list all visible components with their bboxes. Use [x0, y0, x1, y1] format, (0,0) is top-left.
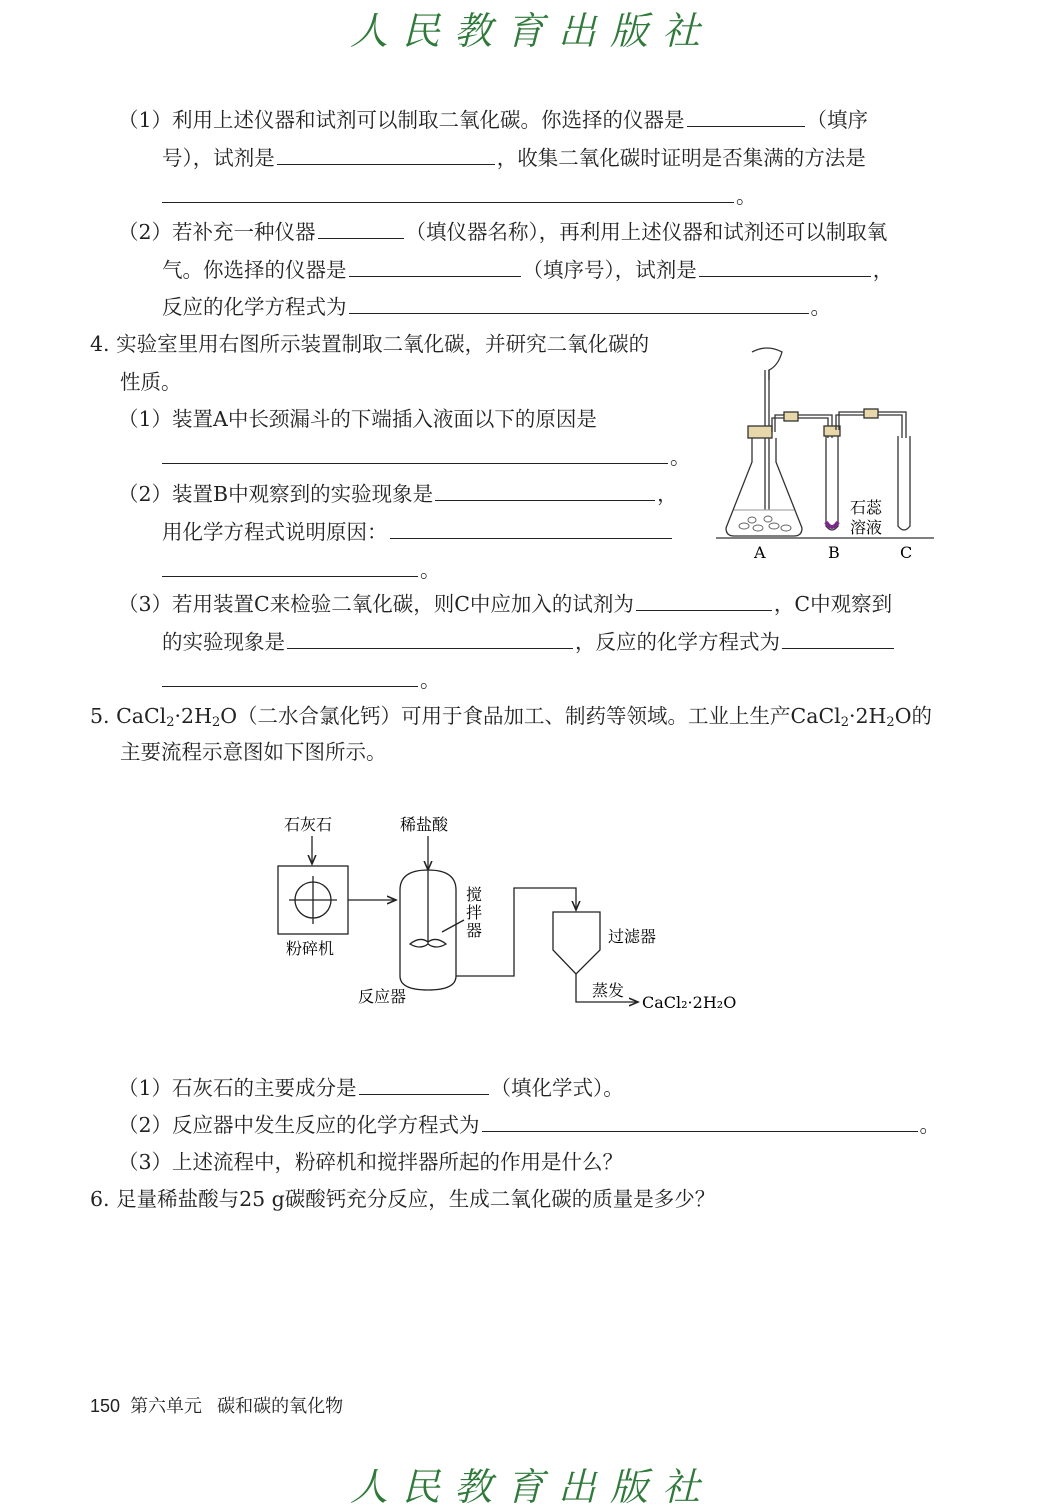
q5-stem-line1: 5. $CaCl_2\cdot 2H_2O$（二水合氯化钙）可用于食品加工、制药等领域。工业上生产$CaCl_2\cdot 2H_2O$的 — [90, 704, 933, 730]
label-limestone: 石灰石 — [284, 815, 333, 834]
publisher-watermark-top: 人民教育出版社 — [349, 9, 714, 53]
q3-1-line1: （1）利用上述仪器和试剂可以制取二氧化碳。你选择的仪器是 （填序 — [118, 108, 869, 132]
label-hydrochloric-acid: 稀盐酸 — [400, 815, 449, 834]
label-stirrer-2: 拌 — [466, 903, 483, 922]
label-A: A — [754, 543, 766, 562]
q5-2: （2）反应器中发生反应的化学方程式为 。 — [118, 1113, 941, 1137]
q4-1: （1）装置A中长颈漏斗的下端插入液面以下的原因是 — [118, 407, 597, 431]
q6: 6. 足量稀盐酸与25 g碳酸钙充分反应，生成二氧化碳的质量是多少？ — [90, 1187, 716, 1211]
q4-3-line2: 的实验现象是 ，反应的化学方程式为 — [162, 628, 896, 656]
q5-stem-line2: 主要流程示意图如下图所示。 — [120, 740, 387, 764]
litmus-label-1: 石蕊 — [850, 498, 883, 517]
litmus-label-2: 溶液 — [850, 518, 883, 537]
q4-stem-line1: 4. 实验室里用右图所示装置制取二氧化碳，并研究二氧化碳的 — [90, 332, 650, 356]
answer-blank[interactable] — [636, 590, 772, 611]
q4-2-line1: （2）装置B中观察到的实验现象是 ， — [118, 482, 678, 506]
unit-label: 第六单元 — [130, 1396, 203, 1416]
unit-title: 碳和碳的氧化物 — [217, 1396, 344, 1416]
q5-3: （3）上述流程中，粉碎机和搅拌器所起的作用是什么？ — [118, 1150, 624, 1174]
q4-1-answer: 。 — [162, 443, 691, 471]
label-evaporate: 蒸发 — [592, 981, 625, 1000]
q3-2-line3: 反应的化学方程式为 。 — [162, 295, 831, 319]
answer-blank[interactable] — [162, 666, 418, 687]
page-footer — [90, 1392, 343, 1418]
test-tube-B — [826, 436, 838, 530]
label-product: CaCl₂·2H₂O — [642, 993, 737, 1012]
answer-blank[interactable] — [162, 182, 734, 203]
label-C: C — [900, 543, 913, 562]
q3-1-line3: 。 — [162, 182, 757, 210]
process-flow-diagram — [270, 808, 770, 1018]
answer-blank[interactable] — [699, 256, 871, 277]
answer-blank[interactable] — [287, 628, 573, 649]
test-tube-C — [898, 436, 910, 530]
answer-blank[interactable] — [349, 293, 809, 314]
page-number: 150 — [90, 1396, 121, 1416]
q4-2-line3: 。 — [162, 556, 441, 584]
answer-blank[interactable] — [435, 480, 655, 501]
label-crusher: 粉碎机 — [286, 939, 335, 958]
answer-blank[interactable] — [390, 518, 672, 539]
co2-apparatus-figure — [712, 340, 938, 570]
q4-3-line3: 。 — [162, 666, 441, 694]
answer-blank[interactable] — [482, 1111, 918, 1132]
label-stirrer-1: 搅 — [466, 885, 483, 904]
answer-blank[interactable] — [162, 556, 418, 577]
answer-blank[interactable] — [162, 443, 668, 464]
answer-blank[interactable] — [277, 144, 495, 165]
q5-1: （1）石灰石的主要成分是 （填化学式）。 — [118, 1076, 624, 1100]
label-reactor: 反应器 — [358, 987, 407, 1006]
label-B: B — [828, 543, 840, 562]
answer-blank[interactable] — [687, 106, 805, 127]
label-stirrer-3: 器 — [466, 921, 483, 940]
q3-1-line2: 号），试剂是 ，收集二氧化碳时证明是否集满的方法是 — [162, 146, 866, 170]
answer-blank[interactable] — [782, 628, 894, 649]
publisher-watermark-bottom: 人民教育出版社 — [349, 1465, 714, 1509]
flask-A — [726, 438, 802, 536]
q4-3-line1: （3）若用装置C来检验二氧化碳，则C中应加入的试剂为 ，C中观察到 — [118, 592, 893, 616]
answer-blank[interactable] — [318, 218, 404, 239]
filter-vessel — [553, 912, 600, 974]
label-filter: 过滤器 — [608, 927, 657, 946]
long-neck-funnel — [752, 348, 782, 380]
answer-blank[interactable] — [359, 1074, 489, 1095]
answer-blank[interactable] — [349, 256, 521, 277]
q4-2-line2: 用化学方程式说明原因： — [162, 518, 674, 546]
q3-2-line1: （2）若补充一种仪器 （填仪器名称），再利用上述仪器和试剂还可以制取氧 — [118, 220, 888, 244]
q4-stem-line2: 性质。 — [120, 370, 182, 394]
q3-2-line2: 气。你选择的仪器是 （填序号），试剂是 ， — [162, 258, 894, 282]
